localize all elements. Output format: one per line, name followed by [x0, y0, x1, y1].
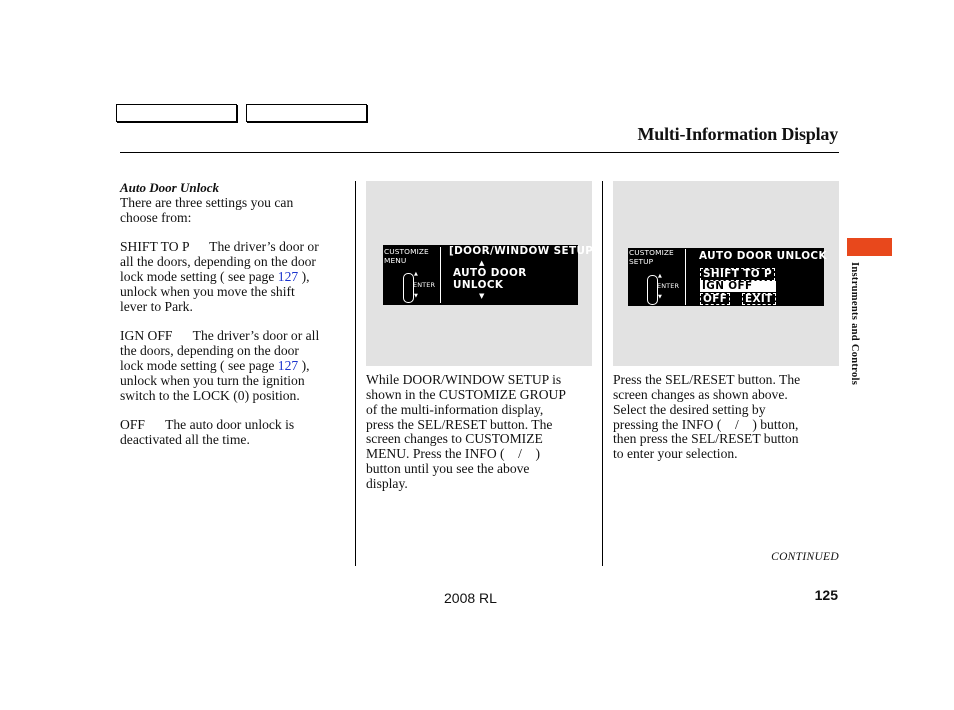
label-menu: MENU [384, 256, 407, 265]
page-127-link-1[interactable]: 127 [277, 269, 299, 284]
section-tab-label: Instruments and Controls [849, 262, 860, 386]
shift-to-p-line-3 [120, 270, 310, 285]
middle-line-6: MENU. Press the INFO ( / ) [366, 446, 541, 461]
label-customize: CUSTOMIZE [629, 248, 674, 257]
column-divider-1 [355, 181, 356, 566]
right-line-2: screen changes as shown above. [613, 387, 788, 402]
display-screen-2 [628, 248, 827, 306]
middle-line-2: shown in the CUSTOMIZE GROUP [366, 387, 566, 402]
middle-line-3: of the multi-information display, [366, 402, 544, 417]
continued-label: CONTINUED [771, 551, 839, 563]
small-down-arrow-icon: ▼ [414, 293, 418, 299]
option-off: OFF [700, 293, 730, 305]
off-line-2: deactivated all the time. [120, 432, 250, 447]
ign-off-line-1: IGN OFF The driver’s door or all [120, 328, 320, 343]
intro-line-2: choose from: [120, 210, 192, 225]
ign-off-line-3 [120, 359, 310, 374]
ign-off-line-5: switch to the LOCK (0) position. [120, 388, 300, 403]
display-screen-1 [383, 245, 599, 305]
label-enter: ENTER [413, 281, 436, 289]
middle-line-8: display. [366, 476, 408, 491]
section-tab-marker [847, 238, 892, 256]
option-exit: EXIT [742, 293, 776, 305]
auto-door-item-line-1: AUTO DOOR [453, 267, 527, 279]
middle-line-4: press the SEL/RESET button. The [366, 417, 553, 432]
right-line-6: to enter your selection. [613, 446, 738, 461]
down-arrow-icon: ▼ [479, 292, 485, 300]
right-line-5: then press the SEL/RESET button [613, 431, 799, 446]
shift-to-p-line-2: all the doors, depending on the door [120, 254, 316, 269]
figure-auto-door-unlock-setup [613, 181, 839, 366]
header-nav-box-2[interactable] [246, 104, 367, 122]
subheading-auto-door-unlock: Auto Door Unlock [120, 180, 219, 195]
right-line-4: pressing the INFO ( / ) button, [613, 417, 799, 432]
right-line-3: Select the desired setting by [613, 402, 766, 417]
label-customize: CUSTOMIZE [384, 247, 429, 256]
small-up-arrow-icon: ▲ [658, 273, 662, 279]
small-up-arrow-icon: ▲ [414, 271, 418, 277]
auto-door-item-line-2: UNLOCK [453, 279, 504, 291]
title-rule [120, 152, 839, 153]
shift-to-p-line-5: lever to Park. [120, 299, 193, 314]
intro-line-1: There are three settings you can [120, 195, 294, 210]
label-enter: ENTER [657, 282, 680, 290]
middle-line-7: button until you see the above [366, 461, 530, 476]
figure-customize-menu [366, 181, 599, 366]
ign-off-line-3-post: ), [298, 358, 310, 373]
page-title: Multi-Information Display [637, 124, 838, 144]
knob-icon [647, 275, 658, 305]
option-shift-to-p: SHIFT TO P [700, 268, 775, 281]
ign-off-line-2: the doors, depending on the door [120, 343, 299, 358]
model-label: 2008 RL [444, 590, 497, 606]
auto-door-unlock-title: AUTO DOOR UNLOCK [699, 250, 827, 262]
ign-off-line-3-pre: lock mode setting ( see page [120, 358, 278, 373]
shift-to-p-line-4: unlock when you move the shift [120, 284, 295, 299]
right-line-1: Press the SEL/RESET button. The [613, 372, 801, 387]
middle-line-1: While DOOR/WINDOW SETUP is [366, 372, 562, 387]
up-arrow-icon: ▲ [479, 259, 485, 267]
option-ign-off-selected: IGN OFF [700, 281, 776, 292]
label-setup: SETUP [629, 257, 654, 266]
shift-to-p-line-1: SHIFT TO P The driver’s door or [120, 239, 319, 254]
off-line-1: OFF The auto door unlock is [120, 417, 295, 432]
small-down-arrow-icon: ▼ [658, 294, 662, 300]
page-127-link-2[interactable]: 127 [277, 358, 299, 373]
ign-off-line-4: unlock when you turn the ignition [120, 373, 305, 388]
shift-to-p-line-3-pre: lock mode setting ( see page [120, 269, 278, 284]
column-divider-2 [602, 181, 603, 566]
screen-separator-2 [685, 249, 686, 305]
door-window-setup-item: [DOOR/WINDOW SETUP] [449, 245, 599, 257]
middle-line-5: screen changes to CUSTOMIZE [366, 431, 543, 446]
header-nav-box-1[interactable] [116, 104, 237, 122]
shift-to-p-line-3-post: ), [298, 269, 310, 284]
page-number: 125 [814, 587, 838, 603]
screen-separator-1 [440, 247, 441, 303]
